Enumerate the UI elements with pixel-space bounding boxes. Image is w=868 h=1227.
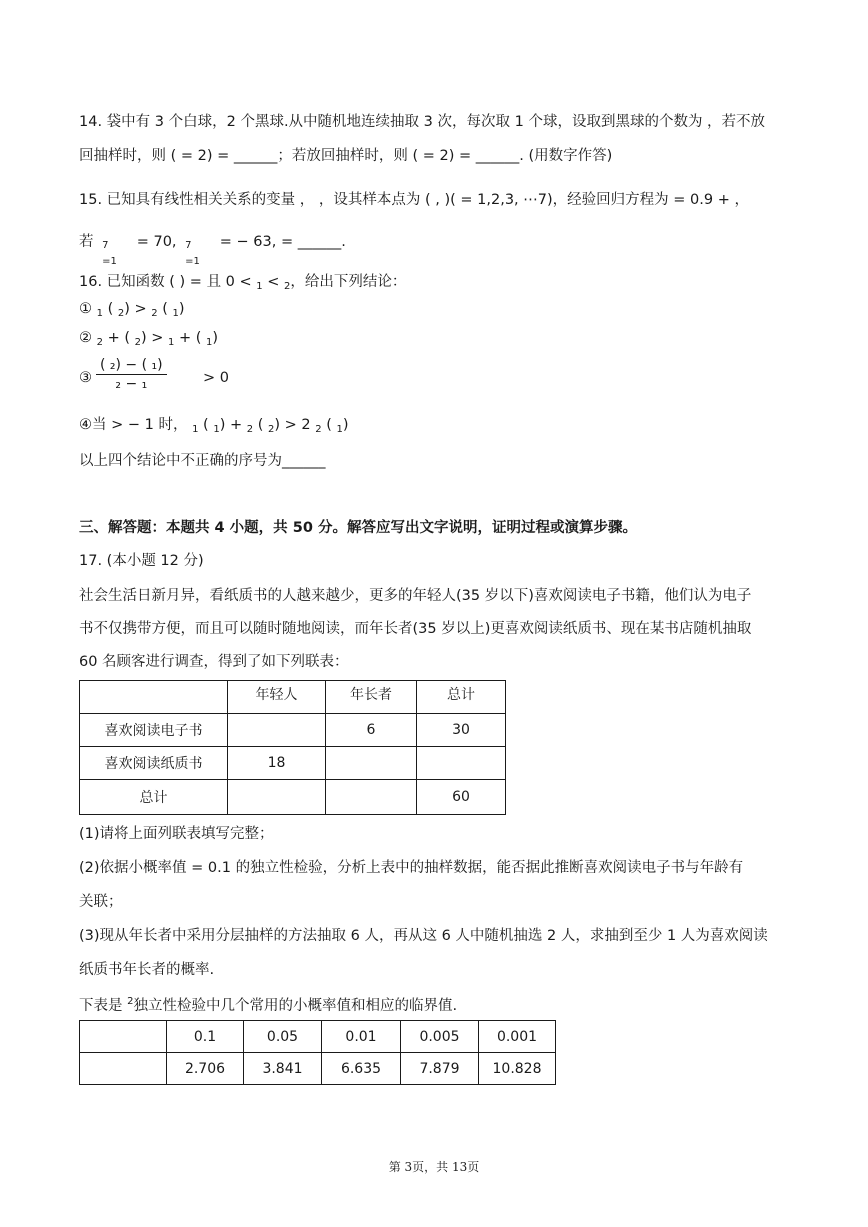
q16-c2 xyxy=(79,328,218,350)
table-cell xyxy=(326,780,417,815)
q16-intro-text: 16. 已知函数 ( ) = 且 0 < xyxy=(79,274,257,290)
table-cell: 0.05 xyxy=(244,1021,322,1053)
q15-sum1-top: 7 xyxy=(102,240,109,251)
q16-c4-s6: 1 xyxy=(336,424,343,435)
table-cell: 18 xyxy=(228,747,326,780)
table-cell: 10.828 xyxy=(479,1053,556,1085)
q15-sum2-top: 7 xyxy=(185,240,192,251)
table-cell: 喜欢阅读纸质书 xyxy=(80,747,228,780)
table-cell: 总计 xyxy=(417,681,506,714)
q16-c1-s2: 2 xyxy=(117,308,125,319)
table-cell: 7.879 xyxy=(401,1053,479,1085)
q16-intro-mid: < xyxy=(262,274,285,290)
q16-c4-e: ) > 2 xyxy=(274,417,316,433)
q16-c4-c: ) + xyxy=(219,417,247,433)
table-header-row xyxy=(80,681,506,714)
q16-intro-end: ，给出下列结论： xyxy=(290,274,407,290)
q16-c4-a: ④当 > − 1 时， xyxy=(79,417,193,433)
table-cell: 年轻人 xyxy=(228,681,326,714)
table-cell: 0.001 xyxy=(479,1021,556,1053)
q16-c3-end: > 0 xyxy=(203,370,229,386)
q16-c1-s1: 1 xyxy=(96,308,103,319)
q16-c4-d: ( xyxy=(253,417,269,433)
q15-text-c: = − 63, = ______. xyxy=(219,234,346,250)
q17-t2-intro xyxy=(79,996,457,1018)
q17-s2b: 关联； xyxy=(79,894,123,910)
q15-sum1-bottom: =1 xyxy=(102,256,117,267)
q16-c1-e: ) xyxy=(178,301,185,317)
q16-c3-numerator: ( ₂) − ( ₁) xyxy=(96,356,167,375)
q16-c4-s1: 1 xyxy=(192,424,199,435)
q16-c1-b: ( xyxy=(102,301,118,317)
q16-c2-s1: 2 xyxy=(96,337,103,348)
q16-c4-s3: 2 xyxy=(246,424,254,435)
q16-c2-d: + ( xyxy=(174,330,207,346)
q16-c2-c: ) > xyxy=(141,330,169,346)
q16-intro-sub2: 2 xyxy=(284,281,291,292)
t2-intro-a: 下表是 xyxy=(79,998,128,1014)
q16-c3-fraction xyxy=(96,356,167,393)
q16-c4-f: ( xyxy=(321,417,337,433)
q16-c3-denominator: ₂ − ₁ xyxy=(115,376,148,392)
critical-value-table xyxy=(79,1020,556,1085)
table-cell: 喜欢阅读电子书 xyxy=(80,714,228,747)
table-cell: 6 xyxy=(326,714,417,747)
table-cell: 3.841 xyxy=(244,1053,322,1085)
t2-intro-b: 独立性检验中几个常用的小概率值和相应的临界值. xyxy=(133,998,458,1014)
q16-c1 xyxy=(79,299,185,321)
q16-c2-s4: 1 xyxy=(206,337,213,348)
q16-c1-c: ) > xyxy=(124,301,152,317)
q15-line2 xyxy=(79,232,346,267)
q16-c2-s3: 1 xyxy=(168,337,175,348)
table-cell xyxy=(326,747,417,780)
table-cell: 30 xyxy=(417,714,506,747)
q16-c2-e: ) xyxy=(212,330,219,346)
table-cell: 0.01 xyxy=(322,1021,401,1053)
table-row xyxy=(80,780,506,815)
q17-p3: 60 名顾客进行调查，得到了如下列联表： xyxy=(79,654,349,670)
q17-s3a: (3)现从年长者中采用分层抽样的方法抽取 6 人，再从这 6 人中随机抽选 2 人，求抽到至少 1 人为喜欢阅读 xyxy=(79,928,768,944)
table-cell: 2.706 xyxy=(167,1053,244,1085)
table-row xyxy=(80,1021,556,1053)
q15-text-b: = 70, xyxy=(136,234,177,250)
table-row xyxy=(80,1053,556,1085)
q15-line1: 15. 已知具有线性相关关系的变量 ， ，设其样本点为 ( , )( = 1,2,3, ⋯7)，经验回归方程为 = 0.9 + ， xyxy=(79,192,749,208)
q16-c1-s4: 1 xyxy=(172,308,179,319)
table-cell xyxy=(80,681,228,714)
q16-c1-s3: 2 xyxy=(151,308,158,319)
q16-c4-g: ) xyxy=(342,417,349,433)
q16-conclusion: 以上四个结论中不正确的序号为______ xyxy=(79,453,326,469)
table-cell: 0.005 xyxy=(401,1021,479,1053)
table-cell xyxy=(228,714,326,747)
table-cell: 年长者 xyxy=(326,681,417,714)
q16-c2-s2: 2 xyxy=(134,337,141,348)
table-row xyxy=(80,714,506,747)
table-cell xyxy=(417,747,506,780)
table-cell: 60 xyxy=(417,780,506,815)
q15-sum2-bottom: =1 xyxy=(185,256,200,267)
table-cell: 总计 xyxy=(80,780,228,815)
page-footer: 第 3页，共 13页 xyxy=(388,1160,480,1174)
q16-c4-s4: 2 xyxy=(268,424,275,435)
t2-intro-sup: 2 xyxy=(127,996,134,1007)
table-cell xyxy=(80,1053,167,1085)
q17-p1: 社会生活日新月异，看纸质书的人越来越少，更多的年轻人(35 岁以下)喜欢阅读电子书籍，他们认为电子 xyxy=(79,588,752,604)
q17-p2: 书不仅携带方便，而且可以随时随地阅读，而年长者(35 岁以上)更喜欢阅读纸质书、现在某书店随机抽取 xyxy=(79,621,752,637)
q16-c1-a: ① xyxy=(79,301,97,317)
q16-intro xyxy=(79,272,406,294)
q16-c3-mark: ③ xyxy=(79,370,92,386)
q16-c4-s2: 1 xyxy=(213,424,220,435)
q17-title: 17. (本小题 12 分) xyxy=(79,553,204,569)
contingency-table xyxy=(79,680,506,815)
q16-c1-d: ( xyxy=(157,301,173,317)
table-cell: 0.1 xyxy=(167,1021,244,1053)
q15-text-a: 若 xyxy=(79,234,94,250)
q14-line1: 14. 袋中有 3 个白球，2 个黑球.从中随机地连续抽取 3 次，每次取 1 个球，设取到黑球的个数为 ，若不放 xyxy=(79,114,766,130)
table-cell xyxy=(80,1021,167,1053)
q16-c2-b: + ( xyxy=(102,330,135,346)
q17-s1: (1)请将上面列联表填写完整； xyxy=(79,826,274,842)
q16-c4-s5: 2 xyxy=(315,424,322,435)
q16-c4-b: ( xyxy=(198,417,214,433)
q17-s2a: (2)依据小概率值 = 0.1 的独立性检验，分析上表中的抽样数据，能否据此推断喜欢阅读电子书与年龄有 xyxy=(79,860,744,876)
section3-heading: 三、解答题：本题共 4 小题，共 50 分。解答应写出文字说明，证明过程或演算步骤。 xyxy=(79,520,637,536)
q16-c4 xyxy=(79,415,349,437)
q16-c2-a: ② xyxy=(79,330,97,346)
q16-intro-sub1: 1 xyxy=(256,281,263,292)
q17-s3b: 纸质书年长者的概率. xyxy=(79,962,215,978)
table-cell: 6.635 xyxy=(322,1053,401,1085)
table-cell xyxy=(228,780,326,815)
q14-line2: 回抽样时，则 ( = 2) = ______；若放回抽样时，则 ( = 2) = ______. (用数字作答) xyxy=(79,148,613,164)
table-row xyxy=(80,747,506,780)
